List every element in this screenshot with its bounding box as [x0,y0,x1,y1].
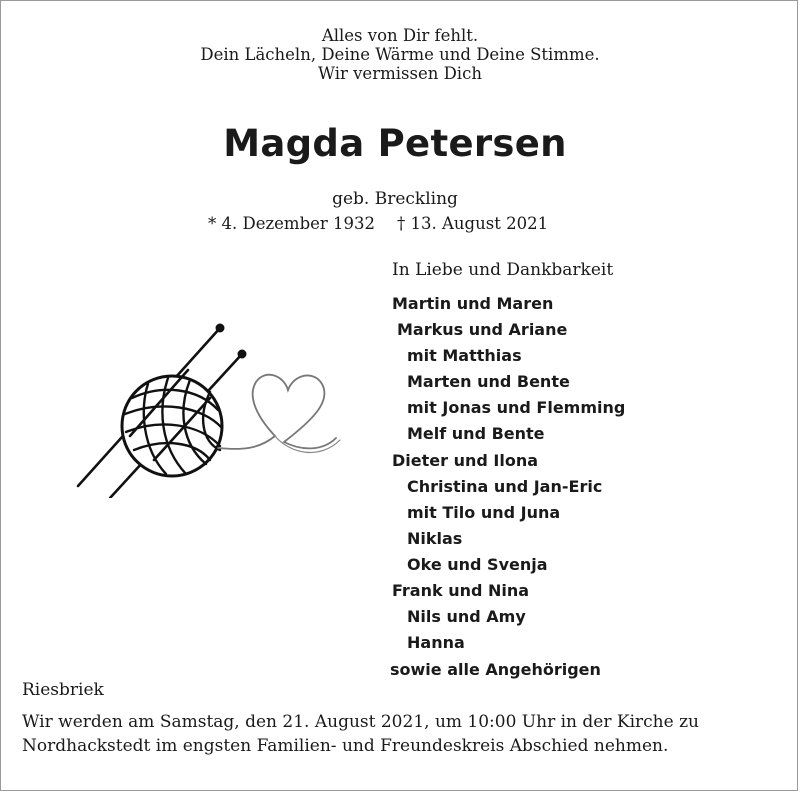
mourner-entry: Marten und Bente [407,372,570,391]
deceased-name: Magda Petersen [223,122,567,165]
place-name: Riesbriek [22,680,104,700]
motto-line-3: Wir vermissen Dich [318,64,482,83]
mourner-entry: Melf und Bente [407,424,545,443]
mourner-entry: Hanna [407,633,465,652]
yarn-ball-illustration [70,318,360,498]
motto-line-2: Dein Lächeln, Deine Wärme und Deine Stimme. [200,45,600,64]
mourner-entry: Oke und Svenja [407,555,548,574]
birth-date: * 4. Dezember 1932 [208,214,376,233]
funeral-notice: Wir werden am Samstag, den 21. August 2021, um 10:00 Uhr in der Kirche zu Nordhackstedt im engsten Familien- und Freundeskreis Abschied nehmen. [22,712,699,756]
mourner-entry: mit Tilo und Juna [407,503,561,522]
mourner-entry: Christina und Jan-Eric [407,477,603,496]
mourner-entry: Niklas [407,529,463,548]
mourners-intro: In Liebe und Dankbarkeit [392,260,614,280]
mourner-entry: Nils und Amy [407,607,526,626]
mourner-entry: Markus und Ariane [397,320,568,339]
mourner-entry: mit Jonas und Flemming [407,398,626,417]
mourner-entry: sowie alle Angehörigen [390,660,601,679]
mourner-entry: Dieter und Ilona [392,451,538,470]
life-dates [208,214,548,233]
maiden-name: geb. Breckling [332,189,458,209]
mourner-entry: mit Matthias [407,346,522,365]
mourner-entry: Frank und Nina [392,581,530,600]
motto-line-1: Alles von Dir fehlt. [321,26,479,45]
mourner-entry: Martin und Maren [392,294,554,313]
death-date: † 13. August 2021 [397,214,549,233]
